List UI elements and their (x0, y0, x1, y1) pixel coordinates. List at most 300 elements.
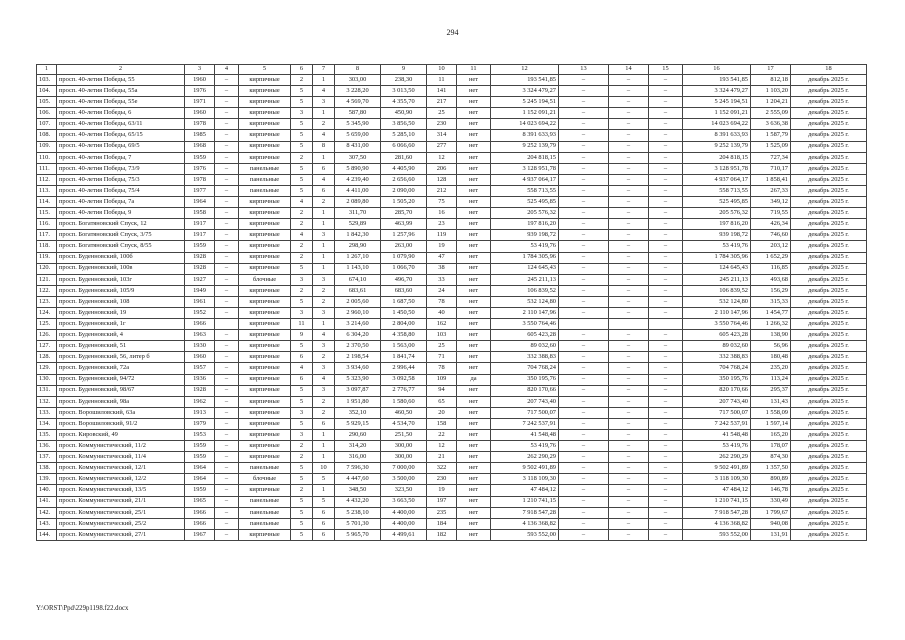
table-cell: 235,20 (751, 363, 791, 374)
table-cell: 212 (427, 185, 457, 196)
table-cell: просп. Буденновский, 51 (57, 341, 185, 352)
table-cell: декабрь 2025 г. (791, 330, 867, 341)
table-cell: 3 550 764,46 (491, 319, 559, 330)
table-cell: 4 569,70 (335, 97, 381, 108)
table-cell: 1 (313, 108, 335, 119)
table-cell: 4 400,00 (381, 507, 427, 518)
table-cell: кирпичные (239, 152, 291, 163)
table-cell: – (559, 396, 609, 407)
table-cell: 2 776,77 (381, 385, 427, 396)
table-cell: – (609, 452, 649, 463)
table-cell: декабрь 2025 г. (791, 452, 867, 463)
table-cell: нет (457, 97, 491, 108)
table-cell: кирпичные (239, 352, 291, 363)
table-cell: 16 (427, 208, 457, 219)
table-cell: 3 636,38 (751, 119, 791, 130)
table-cell: 12 (427, 441, 457, 452)
table-cell: 25 (427, 108, 457, 119)
table-cell: 746,60 (751, 230, 791, 241)
table-cell: 4 (291, 197, 313, 208)
table-cell: блочные (239, 274, 291, 285)
table-cell: 204 818,15 (491, 152, 559, 163)
table-cell: 1964 (185, 463, 215, 474)
table-cell: просп. Кировский, 49 (57, 430, 185, 441)
table-cell: 114. (37, 197, 57, 208)
table-cell: просп. 40-летия Победы, 6 (57, 108, 185, 119)
table-cell: 47 484,12 (491, 485, 559, 496)
table-row (37, 507, 867, 518)
table-cell: – (649, 119, 683, 130)
table-row (37, 86, 867, 97)
table-cell: 19 (427, 241, 457, 252)
table-cell: 2 996,44 (381, 363, 427, 374)
table-cell: кирпичные (239, 319, 291, 330)
table-cell: 110. (37, 152, 57, 163)
table-cell: 263,00 (381, 241, 427, 252)
table-cell: – (215, 197, 239, 208)
table-cell: 1928 (185, 252, 215, 263)
table-cell: декабрь 2025 г. (791, 507, 867, 518)
table-cell: просп. 40-летия Победы, 75/4 (57, 185, 185, 196)
table-cell: 126. (37, 330, 57, 341)
table-cell: 277 (427, 141, 457, 152)
table-cell: 1 842,30 (335, 230, 381, 241)
table-cell: 820 170,66 (683, 385, 751, 396)
table-cell: декабрь 2025 г. (791, 274, 867, 285)
table-cell: декабрь 2025 г. (791, 285, 867, 296)
table-cell: 1952 (185, 307, 215, 318)
table-cell: 1917 (185, 230, 215, 241)
table-cell: 1957 (185, 363, 215, 374)
table-row (37, 263, 867, 274)
table-cell: 146,78 (751, 485, 791, 496)
table-cell: 710,17 (751, 163, 791, 174)
table-cell: 5 245 194,51 (491, 97, 559, 108)
table-cell: 127. (37, 341, 57, 352)
table-cell: – (215, 141, 239, 152)
table-cell: 78 (427, 363, 457, 374)
table-cell: – (559, 385, 609, 396)
table-cell: – (559, 263, 609, 274)
table-row (37, 407, 867, 418)
table-cell: 115. (37, 208, 57, 219)
table-cell: декабрь 2025 г. (791, 374, 867, 385)
table-cell: 307,50 (335, 152, 381, 163)
table-row (37, 518, 867, 529)
table-cell: 1 066,70 (381, 263, 427, 274)
table-cell (559, 319, 609, 330)
table-cell: кирпичные (239, 396, 291, 407)
table-cell: кирпичные (239, 296, 291, 307)
table-cell: 6 (313, 185, 335, 196)
table-cell (649, 319, 683, 330)
table-cell: кирпичные (239, 219, 291, 230)
table-cell: 1 267,10 (335, 252, 381, 263)
table-cell: 6 (313, 163, 335, 174)
table-cell: 717 500,07 (491, 407, 559, 418)
table-cell: – (215, 130, 239, 141)
table-cell: – (609, 374, 649, 385)
table-cell: 1930 (185, 341, 215, 352)
table-cell: 727,34 (751, 152, 791, 163)
table-cell: 3 324 479,27 (683, 86, 751, 97)
table-cell: 1 (313, 152, 335, 163)
table-cell: 6 304,20 (335, 330, 381, 341)
table-cell: декабрь 2025 г. (791, 441, 867, 452)
table-cell: – (559, 430, 609, 441)
table-row (37, 452, 867, 463)
table-cell: 1 951,80 (335, 396, 381, 407)
table-cell: 820 170,66 (491, 385, 559, 396)
table-cell: 1 103,20 (751, 86, 791, 97)
table-cell: кирпичные (239, 341, 291, 352)
table-cell: декабрь 2025 г. (791, 252, 867, 263)
table-cell: 311,70 (335, 208, 381, 219)
table-cell: 2 (313, 352, 335, 363)
table-cell: 4 (313, 130, 335, 141)
table-cell: 5 (291, 474, 313, 485)
table-cell: 47 (427, 252, 457, 263)
table-cell: 1971 (185, 97, 215, 108)
column-number-11: 11 (457, 65, 491, 75)
table-row (37, 330, 867, 341)
table-cell: – (649, 485, 683, 496)
table-cell: 205 576,32 (683, 208, 751, 219)
table-cell: панельные (239, 496, 291, 507)
table-cell: 1959 (185, 441, 215, 452)
table-cell: 119. (37, 252, 57, 263)
table-cell: 113. (37, 185, 57, 196)
table-cell: 6 (313, 529, 335, 540)
table-cell: – (609, 396, 649, 407)
table-cell: декабрь 2025 г. (791, 474, 867, 485)
table-cell: декабрь 2025 г. (791, 396, 867, 407)
table-cell: – (559, 108, 609, 119)
table-cell: 9 252 139,79 (683, 141, 751, 152)
table-cell: 5 285,10 (381, 130, 427, 141)
table-cell: панельные (239, 518, 291, 529)
table-cell: 132. (37, 396, 57, 407)
table-cell: 3 (291, 307, 313, 318)
table-cell: 704 768,24 (683, 363, 751, 374)
table-cell: 135. (37, 430, 57, 441)
table-cell: просп. Буденновский, 56, литер б (57, 352, 185, 363)
table-cell: – (649, 330, 683, 341)
table-cell: – (609, 307, 649, 318)
table-cell: – (609, 430, 649, 441)
table-cell: 124. (37, 307, 57, 318)
table-cell: нет (457, 452, 491, 463)
table-cell: 4 400,00 (381, 518, 427, 529)
table-cell: – (559, 163, 609, 174)
table-cell: блочные (239, 474, 291, 485)
table-cell: 3 934,60 (335, 363, 381, 374)
table-row (37, 496, 867, 507)
table-cell: – (559, 352, 609, 363)
table-cell: – (609, 330, 649, 341)
table-row (37, 174, 867, 185)
table-cell: 426,34 (751, 219, 791, 230)
table-cell: 1959 (185, 452, 215, 463)
table-cell: 65 (427, 396, 457, 407)
table-cell: кирпичные (239, 141, 291, 152)
table-cell: – (215, 496, 239, 507)
table-cell: просп. Коммунистический, 11/4 (57, 452, 185, 463)
table-row (37, 441, 867, 452)
table-cell: нет (457, 529, 491, 540)
table-cell: – (609, 141, 649, 152)
table-cell: нет (457, 130, 491, 141)
table-cell: 332 388,83 (683, 352, 751, 363)
table-cell: – (215, 407, 239, 418)
table-cell: – (649, 518, 683, 529)
table-cell: 11 (291, 319, 313, 330)
table-cell: 3 (313, 363, 335, 374)
table-cell: просп. Ворошиловский, 91/2 (57, 418, 185, 429)
table-cell: 109 (427, 374, 457, 385)
table-cell: – (609, 130, 649, 141)
table-cell: – (649, 152, 683, 163)
table-cell: 2 (313, 396, 335, 407)
column-number-6: 6 (291, 65, 313, 75)
table-cell: нет (457, 396, 491, 407)
table-cell: 5 965,70 (335, 529, 381, 540)
table-cell: 1 505,20 (381, 197, 427, 208)
table-cell: просп. Буденновский, 105/9 (57, 285, 185, 296)
table-cell: 674,10 (335, 274, 381, 285)
column-number-17: 17 (751, 65, 791, 75)
table-cell: 2 (291, 485, 313, 496)
table-cell: 3 (313, 307, 335, 318)
table-row (37, 485, 867, 496)
table-cell: нет (457, 274, 491, 285)
table-cell: кирпичные (239, 385, 291, 396)
table-cell: декабрь 2025 г. (791, 97, 867, 108)
table-cell: нет (457, 75, 491, 86)
table-cell: просп. Богатяновский Спуск, 8/55 (57, 241, 185, 252)
table-cell: 6 (291, 352, 313, 363)
table-row (37, 241, 867, 252)
table-cell: 205 576,32 (491, 208, 559, 219)
table-cell: 206 (427, 163, 457, 174)
table-cell: 140. (37, 485, 57, 496)
table-cell: декабрь 2025 г. (791, 174, 867, 185)
table-cell: 1 558,09 (751, 407, 791, 418)
table-cell: 719,55 (751, 208, 791, 219)
table-cell: 6 (291, 374, 313, 385)
table-cell: – (609, 507, 649, 518)
table-cell: 111. (37, 163, 57, 174)
table-cell: – (559, 208, 609, 219)
table-cell: 7 000,00 (381, 463, 427, 474)
table-cell: 1965 (185, 496, 215, 507)
table-cell: 717 500,07 (683, 407, 751, 418)
table-cell: 1 (313, 241, 335, 252)
table-row (37, 341, 867, 352)
table-cell: 2 110 147,96 (683, 307, 751, 318)
table-cell: 323,50 (381, 485, 427, 496)
table-cell: 1960 (185, 108, 215, 119)
table-cell: просп. 40-летия Победы, 75/3 (57, 174, 185, 185)
table-cell: – (559, 485, 609, 496)
table-cell: 6 (313, 418, 335, 429)
table-cell: кирпичные (239, 330, 291, 341)
table-cell: 125. (37, 319, 57, 330)
table-cell: – (609, 219, 649, 230)
table-cell: панельные (239, 174, 291, 185)
table-cell: 1976 (185, 163, 215, 174)
table-cell: 5 238,10 (335, 507, 381, 518)
table-cell: декабрь 2025 г. (791, 108, 867, 119)
table-cell: 104. (37, 86, 57, 97)
table-cell: 593 552,00 (491, 529, 559, 540)
table-cell: панельные (239, 507, 291, 518)
table-row (37, 463, 867, 474)
table-cell: – (649, 274, 683, 285)
table-cell: 23 (427, 219, 457, 230)
table-cell: – (649, 185, 683, 196)
table-cell: 1 152 091,21 (491, 108, 559, 119)
table-cell: – (215, 396, 239, 407)
table-cell: 3 (313, 341, 335, 352)
table-row (37, 307, 867, 318)
table-cell: 5 (291, 141, 313, 152)
table-cell: 4 136 368,82 (683, 518, 751, 529)
column-number-2: 2 (57, 65, 185, 75)
table-row (37, 219, 867, 230)
table-cell: – (559, 141, 609, 152)
table-cell: 193 541,85 (683, 75, 751, 86)
table-cell: 332 388,83 (491, 352, 559, 363)
table-cell: 1 (313, 319, 335, 330)
table-cell: 3 128 951,78 (491, 163, 559, 174)
table-cell: – (649, 507, 683, 518)
table-cell: – (609, 263, 649, 274)
table-cell: 2 (313, 119, 335, 130)
table-cell: – (649, 418, 683, 429)
table-cell: 112. (37, 174, 57, 185)
table-cell: 1 210 741,15 (491, 496, 559, 507)
table-cell: 193 541,85 (491, 75, 559, 86)
table-cell: – (215, 385, 239, 396)
table-cell: 1976 (185, 86, 215, 97)
table-cell: декабрь 2025 г. (791, 407, 867, 418)
table-cell: – (559, 441, 609, 452)
table-cell: панельные (239, 163, 291, 174)
table-cell: – (609, 529, 649, 540)
table-cell: 122. (37, 285, 57, 296)
table-cell: нет (457, 485, 491, 496)
table-row (37, 319, 867, 330)
table-cell: – (559, 474, 609, 485)
table-cell: – (215, 241, 239, 252)
table-cell: 4 534,70 (381, 418, 427, 429)
column-number-16: 16 (683, 65, 751, 75)
table-cell: 41 548,48 (683, 430, 751, 441)
table-cell: нет (457, 86, 491, 97)
table-cell: 2 (291, 75, 313, 86)
table-cell: кирпичные (239, 374, 291, 385)
table-cell: 245 211,13 (683, 274, 751, 285)
table-row (37, 75, 867, 86)
table-cell: 4 (313, 174, 335, 185)
table-cell: – (649, 141, 683, 152)
table-cell: просп. Богатяновский Спуск, 12 (57, 219, 185, 230)
table-cell: 3 856,50 (381, 119, 427, 130)
table-cell: да (457, 374, 491, 385)
table-cell: – (609, 296, 649, 307)
table-cell: 207 743,40 (491, 396, 559, 407)
table-cell: декабрь 2025 г. (791, 141, 867, 152)
table-cell: 21 (427, 452, 457, 463)
table-cell: 156,29 (751, 285, 791, 296)
table-cell: 197 (427, 496, 457, 507)
table-cell: 119 (427, 230, 457, 241)
table-cell: просп. 40-летия Победы, 9 (57, 208, 185, 219)
table-row (37, 252, 867, 263)
table-cell: 3 118 109,30 (491, 474, 559, 485)
table-cell: – (559, 496, 609, 507)
table-cell: просп. Богатяновский Спуск, 3/75 (57, 230, 185, 241)
table-cell: нет (457, 330, 491, 341)
table-cell: 1958 (185, 208, 215, 219)
table-cell: 107. (37, 119, 57, 130)
table-cell: – (215, 430, 239, 441)
table-cell: 298,90 (335, 241, 381, 252)
table-cell: декабрь 2025 г. (791, 341, 867, 352)
table-cell: 3 324 479,27 (491, 86, 559, 97)
table-cell: 6 (313, 518, 335, 529)
table-cell: 3 (313, 97, 335, 108)
table-cell: 1968 (185, 141, 215, 152)
table-cell: – (649, 374, 683, 385)
table-cell: 143. (37, 518, 57, 529)
table-cell: 285,70 (381, 208, 427, 219)
table-cell: просп. Буденновский, 4 (57, 330, 185, 341)
table-cell: – (649, 241, 683, 252)
table-cell: – (559, 197, 609, 208)
table-cell: – (649, 452, 683, 463)
table-cell: – (649, 363, 683, 374)
table-cell: 1 (313, 75, 335, 86)
table-cell: 262 290,29 (683, 452, 751, 463)
table-cell: нет (457, 108, 491, 119)
table-cell: нет (457, 163, 491, 174)
table-row (37, 108, 867, 119)
table-cell: просп. 40-летия Победы, 7а (57, 197, 185, 208)
table-cell: 56,96 (751, 341, 791, 352)
table-cell: 4 405,90 (381, 163, 427, 174)
table-cell: 1 (313, 441, 335, 452)
table-cell: просп. Буденновский, 72а (57, 363, 185, 374)
table-cell: 71 (427, 352, 457, 363)
table-cell: просп. Буденновский, 103г (57, 274, 185, 285)
table-cell: – (649, 441, 683, 452)
table-cell: нет (457, 407, 491, 418)
table-cell: кирпичные (239, 430, 291, 441)
table-cell: 106 839,52 (683, 285, 751, 296)
table-cell: 89 032,60 (491, 341, 559, 352)
table-cell: 4 (313, 330, 335, 341)
table-cell: 3 (291, 407, 313, 418)
table-cell: кирпичные (239, 407, 291, 418)
table-cell: 5 (291, 185, 313, 196)
column-number-18: 18 (791, 65, 867, 75)
table-cell: 2 555,09 (751, 108, 791, 119)
table-cell: 2 (291, 285, 313, 296)
table-cell: 4 136 368,82 (491, 518, 559, 529)
table-cell: нет (457, 230, 491, 241)
